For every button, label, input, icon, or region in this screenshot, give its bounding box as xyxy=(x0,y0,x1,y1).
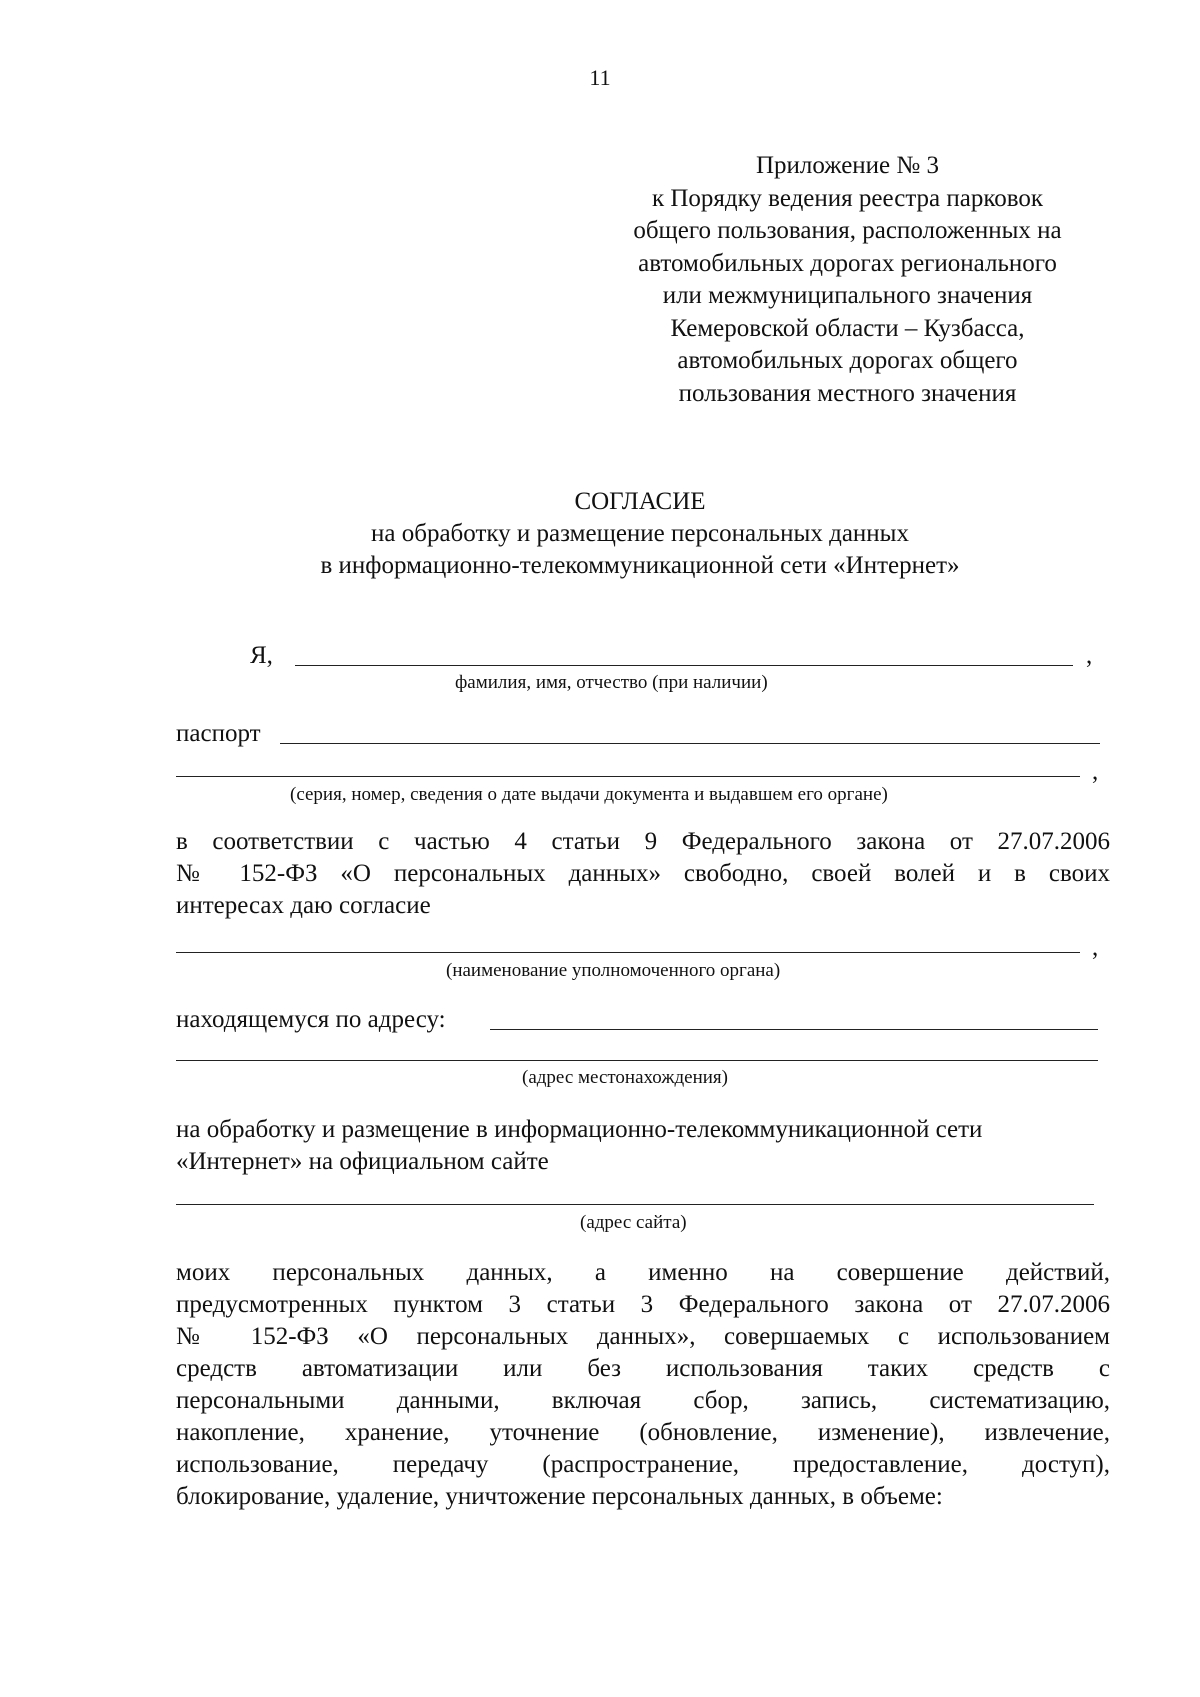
site-line: на обработку и размещение в информационно-телекоммуникационной сети xyxy=(176,1116,983,1143)
ya-label: Я, xyxy=(250,642,273,669)
final-line: использование, передачу (распространение, предоставление, доступ), xyxy=(176,1451,1110,1478)
passport-label: паспорт xyxy=(176,720,261,747)
appendix-header xyxy=(590,150,1105,410)
final-line: блокирование, удаление, уничтожение персональных данных, в объеме: xyxy=(176,1483,943,1510)
final-line: моих персональных данных, а именно на совершение действий, xyxy=(176,1259,1110,1286)
site-caption: (адрес сайта) xyxy=(580,1212,687,1233)
title-line: в информационно-телекоммуникационной сети «Интернет» xyxy=(320,552,960,579)
passport-field-2[interactable] xyxy=(176,776,1080,777)
final-line: предусмотренных пунктом 3 статьи 3 Федерального закона от 27.07.2006 xyxy=(176,1291,1110,1318)
organ-caption: (наименование уполномоченного органа) xyxy=(446,960,781,981)
final-line: накопление, хранение, уточнение (обновление, изменение), извлечение, xyxy=(176,1419,1110,1446)
address-field-1[interactable] xyxy=(490,1029,1098,1030)
organ-field[interactable] xyxy=(176,952,1080,953)
document-title xyxy=(160,486,1120,582)
final-line: персональными данными, включая сбор, запись, систематизацию, xyxy=(176,1387,1110,1414)
title-heading: СОГЛАСИЕ xyxy=(574,488,706,515)
appendix-line: пользования местного значения xyxy=(678,379,1017,407)
comma: , xyxy=(1092,758,1099,785)
appendix-line: Кемеровской области – Кузбасса, xyxy=(670,314,1025,342)
appendix-line: или межмуниципального значения xyxy=(662,282,1033,309)
consent-line: в соответствии с частью 4 статьи 9 Федерального закона от 27.07.2006 xyxy=(176,828,1110,855)
consent-line: интересах даю согласие xyxy=(176,892,431,919)
passport-caption: (серия, номер, сведения о дате выдачи документа и выдавшем его органе) xyxy=(290,784,888,805)
consent-line: № 152-ФЗ «О персональных данных» свободно, своей волей и в своих xyxy=(176,860,1110,887)
appendix-line: Приложение № 3 xyxy=(755,152,940,179)
appendix-line: общего пользования, расположенных на xyxy=(633,217,1062,244)
passport-field-1[interactable] xyxy=(280,743,1100,744)
appendix-line: автомобильных дорогах общего xyxy=(677,347,1018,374)
fio-field[interactable] xyxy=(295,665,1073,666)
comma: , xyxy=(1092,934,1099,961)
appendix-line: автомобильных дорогах регионального xyxy=(638,249,1057,277)
address-field-2[interactable] xyxy=(176,1060,1098,1061)
fio-caption: фамилия, имя, отчество (при наличии) xyxy=(455,672,768,693)
site-line: «Интернет» на официальном сайте xyxy=(176,1148,549,1175)
final-line: средств автоматизации или без использования таких средств с xyxy=(176,1355,1110,1382)
address-caption: (адрес местонахождения) xyxy=(522,1067,728,1088)
page-number: 11 xyxy=(589,65,611,90)
title-line: на обработку и размещение персональных данных xyxy=(371,520,909,547)
final-line: № 152-ФЗ «О персональных данных», совершаемых с использованием xyxy=(176,1323,1110,1350)
address-label: находящемуся по адресу: xyxy=(176,1006,446,1033)
comma: , xyxy=(1086,642,1093,669)
appendix-line: к Порядку ведения реестра парковок xyxy=(651,184,1044,212)
site-field[interactable] xyxy=(176,1204,1094,1205)
